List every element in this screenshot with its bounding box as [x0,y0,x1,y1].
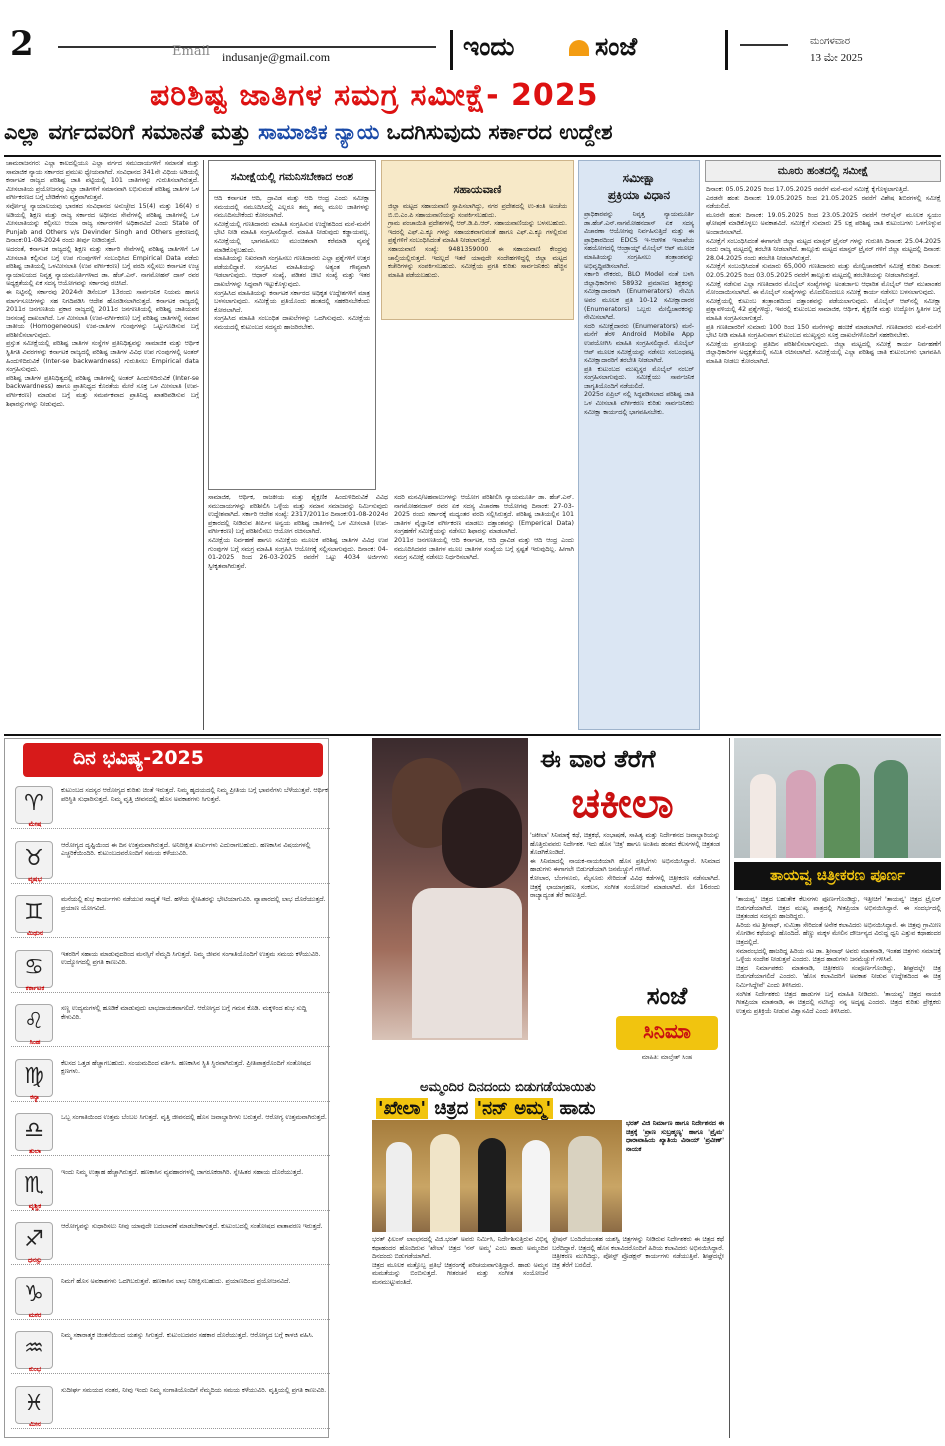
guest-3-figure [824,764,860,858]
middle-body-text: ಸಾಮಾಜಿಕ, ಆರ್ಥಿಕ, ರಾಜಕೀಯ ಮತ್ತು ಶೈಕ್ಷಣಿಕ ಹಿಂದುಳಿದಿರುವಿಕೆ ವಿವಿಧ ಸಮುದಾಯಗಳನ್ನು ಪರಿಶೀಲಿಸಿ ಒಳ್ಳೆಯ ಮತ್ತು ಸಮಾನ ಸಮಾಜವನ್ನು ನಿರ್ಮಿಸುವುದು ಉದ್ದೇಶವಾಗಿದೆ. ಸರ್ಕಾರಿ ಆದೇಶ ಸಂಖ್ಯೆ: 2317/2011ರ ದಿನಾಂಕ:01-08-2024ರ ಪ್ರಕಾರದಲ್ಲಿ ನೀಡಿರುವ ತೀರ್ಪಿನ ಅನ್ವಯ ಪರಿಶಿಷ್ಟ ಜಾತಿಗಳಲ್ಲಿ ಒಳ ಮೀಸಲಾತಿ (ಉಪ-ವರ್ಗೀಕರಣ) ಬಗ್ಗೆ ಪರಿಶೀಲಿಸಲು ಆಯೋಗ ರಚಿಸಲಾಗಿದೆ. ಸಮೀಕ್ಷೆಯ ನಿರ್ವಹಣೆ ಹಾಗೂ ಸಮೀಕ್ಷೆಯ ಮೂಲಕ ಪರಿಶಿಷ್ಟ ಜಾತಿಗಳ ವಿವಿಧ ಉಪ ಗುಂಪುಗಳ ಬಗ್ಗೆ ಸಮಗ್ರ ಮಾಹಿತಿ ಸಂಗ್ರಹಿಸಿ ಆಯೋಗಕ್ಕೆ ಸಲ್ಲಿಸಲಾಗುವುದು. ದಿನಾಂಕ: 04-01-2025 ರಿಂದ 26-03-2025 ರವರೆಗೆ ಒಟ್ಟು 4034 ಅರ್ಜಿಗಳು ಸ್ವೀಕೃತವಾಗಿರುತ್ತವೆ. ಸದರಿ ಮನವಿ/ಅಹವಾಲುಗಳನ್ನು ಆಯೋಗ ಪರಿಶೀಲಿಸಿ ನ್ಯಾಯಮೂರ್ತಿ ಡಾ. ಹೆಚ್.ಎನ್. ನಾಗಮೋಹನದಾಸ್ ರವರ ಏಕ ಸದಸ್ಯ ವಿಚಾರಣಾ ಆಯೋಗವು ದಿನಾಂಕ: 27-03-2025 ರಂದು ಸರ್ಕಾರಕ್ಕೆ ಮಧ್ಯಂತರ ವರದಿ ಸಲ್ಲಿಸಿರುತ್ತದೆ. ಪರಿಶಿಷ್ಟ ಜಾತಿಯಲ್ಲಿನ 101 ಜಾತಿಗಳ ವೈಜ್ಞಾನಿಕ ವರ್ಗೀಕರಣ ಮಾಡಲು ದತ್ತಾಂಶವನ್ನು (Emperical Data) ಸಂಗ್ರಹಣೆಗೆ ಸಮೀಕ್ಷೆಯನ್ನು ನಡೆಸಲು ಶಿಫಾರಸ್ಸು ಮಾಡಲಾಗಿದೆ. 2011ರ ಜನಗಣತಿಯಲ್ಲಿ ಆದಿ ಕರ್ನಾಟಕ, ಆದಿ ದ್ರಾವಿಡ ಮತ್ತು ಆದಿ ಆಂಧ್ರ ಎಂದು ನಮೂದಿಸಿದವರ ಜಾತಿಗಳ ಮೂಲ ಜಾತಿಗಳ ಸಂಖ್ಯೆಯ ಬಗ್ಗೆ ಸ್ಪಷ್ಟತೆ ಇರುವುದಿಲ್ಲ. ಹೀಗಾಗಿ ಸಮಗ್ರ ಸಮೀಕ್ಷೆ ನಡೆಸಲು ನಿರ್ಧರಿಸಲಾಗಿದೆ. [208,494,574,570]
film-name-khela: 'ಖೇಲಾ' [378,1098,427,1119]
brand-top: ಸಂಜೆ [646,982,688,1010]
person-1-figure [386,1142,412,1232]
three-phase-title-box [705,160,941,182]
zodiac-row [11,1328,330,1374]
subhead-highlight: ಸಾಮಾಜಿಕ ನ್ಯಾಯ [258,120,380,144]
zodiac-name: ಧನಸ್ಸು [28,1256,42,1264]
zodiac-row [11,1274,330,1320]
process-box [578,160,700,730]
zodiac-row [11,1383,330,1429]
masthead-left: ಇಂದು [463,32,515,61]
zodiac-name: ವೃಶ್ಚಿಕ [28,1201,42,1210]
thayavva-heading: ತಾಯವ್ವ ಚಿತ್ರೀಕರಣ ಪೂರ್ಣ [734,862,941,890]
guest-4-figure [874,760,908,858]
zodiac-glyph: ♎ [24,1118,44,1143]
zodiac-text: ಆರೋಗ್ಯವನ್ನು ಸುಧಾರಿಸಲು ನೀವು ಯಾವುದೇ ಬದಲಾವಣೆ ಮಾಡಬೇಕಾಗುತ್ತದೆ. ಕುಟುಂಬದಲ್ಲಿ ಸಂತೋಷದ ವಾತಾವರಣ ಇರುತ್ತದೆ. [61,1222,323,1230]
zodiac-sign-icon [15,950,53,988]
zodiac-glyph: ♓ [24,1390,44,1416]
zodiac-row [11,838,330,884]
chakeela-poster-photo [372,738,528,1040]
zodiac-glyph: ♏ [24,1172,44,1198]
zodiac-name: ಮಕರ [28,1310,42,1319]
actress-figure [442,788,522,888]
zodiac-row [11,1110,330,1156]
zodiac-row [11,1165,330,1211]
chakeela-credits [372,1042,604,1076]
mother-headline [376,1098,596,1119]
khela-column-2: ಸ್ಟೇಷನ್ ಬಂದಿದೆಯಂತಹ ಯಶಸ್ವಿ ಚಿತ್ರಗಳನ್ನು ನೀಡಿರುವ ನಿರ್ದೇಶಕರು ಈ ಚಿತ್ರದ ಕಥೆ ಬರೆದಿದ್ದಾರೆ. ಚಿತ್ರದಲ್ಲಿ ಹೊಸ ಕಲಾವಿದರೊಂದಿಗೆ ಹಿರಿಯ ಕಲಾವಿದರು ಅಭಿನಯಿಸಿದ್ದಾರೆ. ಚಿತ್ರೀಕರಣ ಮುಗಿದಿದ್ದು, ಪೋಸ್ಟ್ ಪ್ರೊಡಕ್ಷನ್ ಕಾರ್ಯಗಳು ನಡೆಯುತ್ತಿವೆ. ಶೀಘ್ರದಲ್ಲೇ ಚಿತ್ರ ತೆರೆಗೆ ಬರಲಿದೆ. [552,1236,724,1269]
zodiac-text: ಕುಟುಂಬದ ಸದಸ್ಯರ ಆರೋಗ್ಯದ ಕುರಿತು ಚಿಂತೆ ಇರುತ್ತದೆ. ನಿಮ್ಮ ಹೃದಯದಲ್ಲಿ ನಿಮ್ಮ ಪ್ರೀತಿಯ ಬಗ್ಗೆ ಭಾವನೆಗಳು ಬೆಳೆಯುತ್ತವೆ. ಆರ್ಥಿಕ ಪರಿಸ್ಥಿತಿ ಸುಧಾರಿಸುತ್ತದೆ. ನಿಮ್ಮ ವೃತ್ತಿ ಜೀವನದಲ್ಲಿ ಹೊಸ ಅವಕಾಶಗಳು ಸಿಗುತ್ತವೆ. [61,786,328,803]
zodiac-sign-icon [15,841,53,879]
zodiac-sign-icon [15,1113,53,1151]
zodiac-name: ಸಿಂಹ [29,1038,41,1046]
zodiac-row [11,947,330,993]
zodiac-sign-icon [15,895,53,933]
zodiac-glyph: ♊ [24,900,44,925]
sanje-cinema-badge [612,982,722,1082]
zodiac-text: ಇಂದು ನಿಮ್ಮ ಉತ್ಸಾಹ ಹೆಚ್ಚಾಗಿರುತ್ತದೆ. ಹಣಕಾಸಿನ ವ್ಯವಹಾರಗಳಲ್ಲಿ ಜಾಗರೂಕರಾಗಿರಿ. ಸ್ನೇಹಿತರ ಸಹಾಯ ದೊರೆಯುತ್ತದೆ. [61,1167,304,1176]
guest-1-figure [750,774,776,858]
zodiac-sign-icon [15,1004,53,1042]
zodiac-text: ಆರೋಗ್ಯದ ದೃಷ್ಟಿಯಿಂದ ಈ ದಿನ ಉತ್ತಮವಾಗಿರುತ್ತದೆ. ಅನಿರೀಕ್ಷಿತ ಖರ್ಚುಗಳು ಎದುರಾಗಬಹುದು. ಹಣಕಾಸಿನ ವಿಷಯಗಳಲ್ಲಿ ಎಚ್ಚರಿಕೆಯಿಂದಿರಿ. ಕುಟುಂಬದವರೊಂದಿಗೆ ಸಮಯ ಕಳೆಯುವಿರಿ. [61,840,311,858]
helpline-box-title: ಸಹಾಯವಾಣಿ [453,183,502,196]
lead-body-column: ಚಾಮರಾಜನಗರ: ಎಲ್ಲಾ ಕಾಲದಲ್ಲಿಯೂ ಎಲ್ಲಾ ವರ್ಗದ ಸಮುದಾಯಗಳಿಗೆ ಸಮಾನತೆ ಮತ್ತು ಸಾಮಾಜಿಕ ನ್ಯಾಯ ಸರ್ಕಾರದ ಪ್ರಮುಖ ಧ್ಯೇಯವಾಗಿದೆ. ಸಂವಿಧಾನದ 341ನೇ ವಿಧಿಯ ಅಡಿಯಲ್ಲಿ ಕರ್ನಾಟಕ ರಾಜ್ಯದ ಪರಿಶಿಷ್ಟ ಜಾತಿ ಪಟ್ಟಿಯಲ್ಲಿ 101 ಜಾತಿಗಳನ್ನು ಗುರುತಿಸಲಾಗಿರುತ್ತದೆ. ಮೀಸಲಾತಿಯ ಪ್ರಯೋಜನವು ಎಲ್ಲಾ ಜಾತಿಗಳಿಗೆ ಸಮಾನವಾಗಿ ಲಭಿಸುವಂತೆ ಪರಿಶಿಷ್ಟ ಜಾತಿಗಳ ಒಳ ವರ್ಗೀಕರಣದ ಬಗ್ಗೆ ಬೇಡಿಕೆಗಳು ವ್ಯಕ್ತವಾಗಿರುತ್ತವೆ. ಸರ್ವೋಚ್ಚ ನ್ಯಾಯಾಲಯವು ಭಾರತದ ಸಂವಿಧಾನದ ಅನುಚ್ಛೇದ 15(4) ಮತ್ತು 16(4) ರ ಅಡಿಯಲ್ಲಿ ಶಿಕ್ಷಣ ಮತ್ತು ರಾಜ್ಯ ಸರ್ಕಾರದ ಅಧೀನದ ಸೇವೆಗಳಲ್ಲಿ ಪರಿಶಿಷ್ಟ ಜಾತಿಗಳಲ್ಲಿ ಒಳ ಮೀಸಲಾತಿಯನ್ನು ಕಲ್ಪಿಸಲು ಆಯಾ ರಾಜ್ಯ ಸರ್ಕಾರಗಳಿಗೆ ಅಧಿಕಾರವಿದೆ ಎಂದು State of Punjab and Others v/s Devinder Singh and Others ಪ್ರಕರಣದಲ್ಲಿ ದಿನಾಂಕ:01-08-2024 ರಂದು ತೀರ್ಪು ನೀಡಿರುತ್ತದೆ. ಅದರಂತೆ, ಕರ್ನಾಟಕ ರಾಜ್ಯದಲ್ಲಿ ಶಿಕ್ಷಣ ಮತ್ತು ಸರ್ಕಾರಿ ಸೇವೆಗಳಲ್ಲಿ ಪರಿಶಿಷ್ಟ ಜಾತಿಗಳಿಗೆ ಒಳ ಮೀಸಲಾತಿ ಕಲ್ಪಿಸುವ ಬಗ್ಗೆ ಉಪ ಗುಂಪುಗಳಿಗೆ ಸಂಬಂಧಿಸಿದ Empirical Data ಪಡೆದು ಪರಿಶಿಷ್ಟ ಜಾತಿಯಲ್ಲಿ ಒಳಮೀಸಲಾತಿ (ಉಪ ವರ್ಗೀಕರಣ) ಬಗ್ಗೆ ವರದಿ ಸಲ್ಲಿಸಲು ಕರ್ನಾಟಕ ಉಚ್ಛ ನ್ಯಾಯಾಲಯದ ನಿವೃತ್ತ ನ್ಯಾಯಮೂರ್ತಿಗಳಾದ ಡಾ. ಹೆಚ್.ಎನ್. ನಾಗಮೋಹನ್ ದಾಸ್ ರವರ ಅಧ್ಯಕ್ಷತೆಯಲ್ಲಿ ಏಕ ಸದಸ್ಯ ಆಯೋಗವನ್ನು ಸರ್ಕಾರವು ರಚಿಸಿದೆ. ಈ ನಿಟ್ಟಿನಲ್ಲಿ ಸರ್ಕಾರವು 2024ನೇ ಡಿಸೆಂಬರ್ 13ರಂದು ಸಾರ್ವಜನಿಕ ನಿಯಮ ಹಾಗೂ ಮಾರ್ಗಸೂಚಿಗಳನ್ನು ಸಹ ನಿಗದಿಪಡಿಸಿ ಆದೇಶ ಹೊರಡಿಸಲಾಗಿರುತ್ತದೆ. ಕರ್ನಾಟಕ ರಾಜ್ಯದಲ್ಲಿ 2011ರ ಜನಗಣತಿಯ ಪ್ರಕಾರ ರಾಜ್ಯದಲ್ಲಿ 2011ರ ಜನಗಣತಿಯಲ್ಲಿ ಪರಿಶಿಷ್ಟ ಜಾತಿಯವರ ಜನಸಂಖ್ಯೆ ದಾಖಲಾಗಿದೆ. ಒಳ ಮೀಸಲಾತಿ (ಉಪ-ವರ್ಗೀಕರಣ) ಬಗ್ಗೆ ಪರಿಶಿಷ್ಟ ಜಾತಿಗಳಲ್ಲಿ ಸಮಾನ ಜಾತೀಯ (Homogeneous) ಉಪ-ಜಾತಿಗಳ ಗುಂಪುಗಳನ್ನು ಒಟ್ಟುಗೂಡಿಸುವ ಬಗ್ಗೆ ಪರಿಶೀಲಿಸಲಾಗುವುದು. ಪ್ರಸ್ತುತ ಸಮೀಕ್ಷೆಯಲ್ಲಿ ಪರಿಶಿಷ್ಟ ಜಾತಿಗಳ ಸಂಸ್ಥೆಗಳ ಪ್ರತಿನಿಧಿತ್ವವನ್ನು ಸಾಮಾಜಿಕ ಮತ್ತು ಆರ್ಥಿಕ ಸ್ಥಿತಿಗತಿ ವಿವರಗಳನ್ನು ಕರ್ನಾಟಕ ರಾಜ್ಯದಲ್ಲಿ ಪರಿಶಿಷ್ಟ ಜಾತಿಗಳ ವಿವಿಧ ಉಪ ಗುಂಪುಗಳಲ್ಲಿ ಅಂತರ್ ಹಿಂದುಳಿದಿರುವಿಕೆ (Inter-se backwardness) ಗುರುತಿಸಲು Empirical data ಸಂಗ್ರಹಿಸುವುದು. ಪರಿಶಿಷ್ಟ ಜಾತಿಗಳ ಪ್ರತಿನಿಧಿತ್ವದಲ್ಲಿ ಪರಿಶಿಷ್ಟ ಜಾತಿಗಳಲ್ಲಿ ಅಂತರ್ ಹಿಂದುಳಿದಿರುವಿಕೆ (Inter-se backwardness) ಹಾಗೂ ಪ್ರಾತಿನಿಧ್ಯದ ಕೊರತೆಯ ಮೇರೆ ಸೂಕ್ತ ಒಳ ಮೀಸಲಾತಿ (ಉಪ-ವರ್ಗೀಕರಣ) ಮಾಡುವ ಬಗ್ಗೆ ಮತ್ತು ಸಮರ್ಪಕವಾದ ಪ್ರಾತಿನಿಧ್ಯ ಖಾತರಿಪಡಿಸುವ ಬಗ್ಗೆ ಶಿಫಾರಸ್ಸುಗಳನ್ನು ನೀಡುವುದು. [6,160,199,408]
zodiac-sign-icon [15,1222,53,1260]
zodiac-row [11,1056,330,1102]
zodiac-name: ಮಿಥುನ [26,929,44,937]
zodiac-name: ಕರ್ಕಾಟಕ [25,983,45,992]
zodiac-name: ಮೇಷ [28,820,42,828]
release-heading: ಈ ವಾರ ತೆರೆಗೆ [540,745,656,773]
sun-logo-icon [569,40,589,56]
khela-column-1: ಭರತ್ ಫಿಲಂಸ್ ಲಾಂಛನದಲ್ಲಿ ವಿಜಿ.ಭರತ್ ಅವರು ನಿರ್ಮಿಸಿ, ನಿರ್ದೇಶಿಸುತ್ತಿರುವ ವಿಭಿನ್ನ ಕಥಾಹಂದರ ಹೊಂದಿರುವ 'ಖೇಲಾ' ಚಿತ್ರದ 'ನನ್ ಅಮ್ಮ' ಎಂಬ ಹಾಡು ಅಮ್ಮಂದಿರ ದಿನದಂದು ಬಿಡುಗಡೆಯಾಗಿದೆ. ಚಿತ್ರದ ಮೂಲಕ ಮತ್ತೊಬ್ಬ ಪ್ರತಿಭೆ ಚಿತ್ರರಂಗಕ್ಕೆ ಪರಿಚಯವಾಗುತ್ತಿದ್ದಾರೆ. ಹಾಡು ಅಮ್ಮನ ಮಮತೆಯನ್ನು ಬಿಂಬಿಸುತ್ತದೆ. ಗೀತರಚನೆ ಮತ್ತು ಸಂಗೀತ ಸಂಯೋಜನೆ ಮನಮುಟ್ಟುವಂತಿದೆ. [372,1236,548,1286]
masthead-right: ಸಂಜೆ [595,32,638,61]
lead-headline: ಪರಿಶಿಷ್ಟ ಜಾತಿಗಳ ಸಮಗ್ರ ಸಮೀಕ್ಷೆ- 2025 [150,78,599,113]
khela-photo-caption: ಭರತ್ ವಿಜಿ ನಿರ್ಮಾಣ ಹಾಗೂ ನಿರ್ದೇಶನದ ಈ ಚಿತ್ರಕ್ಕೆ 'ಪ್ರಾಣ ಸುಬ್ರಹ್ಮಣ್ಯ' ಹಾಗೂ 'ಪ್ರೈಮ' ಧಾರಾವಾಹಿಯ ಖ್ಯಾತಿಯ ವಿನಾಯ್ 'ಪ್ರವೀಣ್' ನಾಯಕ [626,1120,727,1153]
person-5-figure [568,1136,602,1232]
zodiac-name: ವೃಷಭ [28,874,42,883]
observe-box-text: ಆದಿ ಕರ್ನಾಟಕ ಆದಿ, ದ್ರಾವಿಡ ಮತ್ತು ಆದಿ ಆಂಧ್ರ ಎಂದು ಸಮೀಕ್ಷಾ ಸಮಯದಲ್ಲಿ ನಮೂದಿಸಿದಲ್ಲಿ ಎಲ್ಲರೂ ತಮ್ಮ ತಮ್ಮ ಮೂಲ ಜಾತಿಗಳನ್ನು ನಮೂದಿಸಬೇಕೆಂದು ಕೋರಲಾಗಿದೆ. ಸಮೀಕ್ಷೆಯಲ್ಲಿ ಗಣತಿದಾರರು ಮಾಹಿತಿ ಸಂಗ್ರಹಿಸುವ ಉದ್ದೇಶದಿಂದ ಮನೆ-ಮನೆಗೆ ಭೇಟಿ ನೀಡಿ ಮಾಹಿತಿ ಸಂಗ್ರಹಿಸಲಿದ್ದಾರೆ. ಮಾಹಿತಿ ನೀಡುವುದು ಕಡ್ಡಾಯವಲ್ಲ. ಸಮೀಕ್ಷೆಯಲ್ಲಿ ಭಾಗವಹಿಸಲು ಮುಂಚಿತವಾಗಿ ಕರೆಮಾಡಿ ವ್ಯವಸ್ಥೆ ಮಾಡಿಕೊಳ್ಳಬಹುದು. ಮಾಹಿತಿಯನ್ನು ನಿಖರವಾಗಿ ಸಂಗ್ರಹಿಸಲು ಗಣತಿದಾರರು ಎಲ್ಲಾ ಪ್ರಶ್ನೆಗಳಿಗೆ ಉತ್ತರ ಪಡೆಯಲಿದ್ದಾರೆ. ಸಂಗ್ರಹಿಸಿದ ಮಾಹಿತಿಯನ್ನು ಅತ್ಯಂತ ಗೌಪ್ಯವಾಗಿ ಇಡಲಾಗುವುದು. ಆಧಾರ್ ಸಂಖ್ಯೆ, ಪಡಿತರ ಚೀಟಿ ಸಂಖ್ಯೆ ಮತ್ತು ಇತರ ದಾಖಲೆಗಳನ್ನು ಸಿದ್ಧವಾಗಿ ಇಟ್ಟುಕೊಳ್ಳುವುದು. ಸಂಗ್ರಹಿಸಿದ ಮಾಹಿತಿಯನ್ನು ಕರ್ನಾಟಕ ಸರ್ಕಾರದ ಅಧಿಕೃತ ಉದ್ದೇಶಗಳಿಗೆ ಮಾತ್ರ ಬಳಸಲಾಗುವುದು. ಸಮೀಕ್ಷೆಯ ಪ್ರತಿಯೊಂದು ಹಂತದಲ್ಲಿ ಸಹಕರಿಸಬೇಕೆಂದು ಕೋರಲಾಗಿದೆ. ಸಂಗ್ರಹಿಸಿದ ಮಾಹಿತಿ ಸಂಬಂಧಿತ ದಾಖಲೆಗಳನ್ನು ಒದಗಿಸುವುದು. ಸಮೀಕ್ಷೆಯ ಸಮಯದಲ್ಲಿ ಕುಟುಂಬದ ಸದಸ್ಯರು ಹಾಜರಿರಬೇಕು. [214,195,370,331]
thayavva-text: 'ತಾಯವ್ವ' ಚಿತ್ರದ ಬಹುತೇಕ ಕೆಲಸಗಳು ಪೂರ್ಣಗೊಂಡಿದ್ದು, ಇತ್ತೀಚಿಗೆ 'ತಾಯವ್ವ' ಚಿತ್ರದ ಟ್ರೈಲರ್ ಬಿಡುಗಡೆಯಾಗಿದೆ. ಚಿತ್ರದ ಮುಖ್ಯ ಪಾತ್ರದಲ್ಲಿ ಗೀತಪ್ರಿಯಾ ಅಭಿನಯಿಸಿದ್ದಾರೆ. ಈ ಸಂದರ್ಭದಲ್ಲಿ ಚಿತ್ರತಂಡದ ಸದಸ್ಯರು ಹಾಜರಿದ್ದರು. ಹಿರಿಯ ನಟ ಶ್ರೀನಾಥ್, ಸುಮಿತ್ರಾ ಸೇರಿದಂತೆ ಅನೇಕ ಕಲಾವಿದರು ಅಭಿನಯಿಸಿದ್ದಾರೆ. ಈ ಚಿತ್ರವು ಗ್ರಾಮೀಣ ಸೊಗಡಿನ ಕಥೆಯನ್ನು ಹೊಂದಿದೆ. ಹೆಣ್ಣು ಮಕ್ಕಳ ಮೇಲಿನ ದೌರ್ಜನ್ಯದ ವಿರುದ್ಧ ಧ್ವನಿ ಎತ್ತುವ ಕಥಾಹಂದರ ಚಿತ್ರದಲ್ಲಿದೆ. ಸಮಾರಂಭದಲ್ಲಿ ಹಾಜರಿದ್ದ ಹಿರಿಯ ನಟ ಡಾ. ಶ್ರೀನಾಥ್ ಅವರು ಮಾತನಾಡಿ, ಇಂತಹ ಚಿತ್ರಗಳು ಸಮಾಜಕ್ಕೆ ಒಳ್ಳೆಯ ಸಂದೇಶ ನೀಡುತ್ತವೆ ಎಂದರು. ಚಿತ್ರದ ಹಾಡುಗಳು ಜನಮೆಚ್ಚುಗೆ ಗಳಿಸಿವೆ. ಚಿತ್ರದ ನಿರ್ಮಾಪಕರು ಮಾತನಾಡಿ, ಚಿತ್ರೀಕರಣ ಸಂಪೂರ್ಣಗೊಂಡಿದ್ದು, ಶೀಘ್ರದಲ್ಲೇ ಚಿತ್ರ ಬಿಡುಗಡೆಯಾಗಲಿದೆ ಎಂದರು. 'ಹೊಸ ಕಲಾವಿದರಿಗೆ ಅವಕಾಶ ನೀಡುವ ಉದ್ದೇಶದಿಂದ ಈ ಚಿತ್ರ ನಿರ್ಮಿಸಿದ್ದೇವೆ' ಎಂದು ತಿಳಿಸಿದರು. ಸಂಗೀತ ನಿರ್ದೇಶಕರು ಚಿತ್ರದ ಹಾಡುಗಳ ಬಗ್ಗೆ ಮಾಹಿತಿ ನೀಡಿದರು. 'ತಾಯವ್ವ' ಚಿತ್ರದ ನಾಯಕಿ ಗೀತಪ್ರಿಯಾ ಮಾತನಾಡಿ, ಈ ಚಿತ್ರದಲ್ಲಿ ನಟಿಸಿದ್ದು ನನ್ನ ಅದೃಷ್ಟ ಎಂದರು. ಚಿತ್ರದ ಕುರಿತು ಪ್ರೇಕ್ಷಕರು ಉತ್ತಮ ಪ್ರತಿಕ್ರಿಯೆ ನೀಡುವ ವಿಶ್ವಾಸವಿದೆ ಎಂದು ತಿಳಿಸಿದರು. [736,896,941,1015]
zodiac-text: ಇತರರಿಗೆ ಸಹಾಯ ಮಾಡುವುದರಿಂದ ಮನಸ್ಸಿಗೆ ನೆಮ್ಮದಿ ಸಿಗುತ್ತದೆ. ನಿಮ್ಮ ಜೀವನ ಸಂಗಾತಿಯೊಂದಿಗೆ ಉತ್ತಮ ಸಮಯ ಕಳೆಯುವಿರಿ. ಉದ್ಯೋಗದಲ್ಲಿ ಪ್ರಗತಿ ಕಾಣುವಿರಿ. [61,949,321,967]
zodiac-glyph: ♈ [24,791,44,816]
zodiac-text: ಒಬ್ಬ ಸಂಗಾತಿಯಿಂದ ಉತ್ತಮ ಬೆಂಬಲ ಸಿಗುತ್ತದೆ. ವೃತ್ತಿ ಜೀವನದಲ್ಲಿ ಹೊಸ ಜವಾಬ್ದಾರಿಗಳು ಬರುತ್ತವೆ. ಆರೋಗ್ಯ ಉತ್ತಮವಾಗಿರುತ್ತದೆ. [61,1113,327,1121]
process-box-title-line1: ಸಮೀಕ್ಷಾ [622,171,656,185]
zodiac-text: ಮನೆಯಲ್ಲಿ ಶುಭ ಕಾರ್ಯಗಳು ನಡೆಯುವ ಸಾಧ್ಯತೆ ಇದೆ. ಹಳೆಯ ಸ್ನೇಹಿತರನ್ನು ಭೇಟಿಯಾಗುವಿರಿ. ವ್ಯಾಪಾರದಲ್ಲಿ ಲಾಭ ದೊರೆಯುತ್ತದೆ. ಪ್ರಯಾಣ ಯೋಗವಿದೆ. [61,895,326,912]
brand-caption: ಮಾಹಿತಿ: ಮಾಲ್ತೇಶ್ ಸಿಂಹ [641,1054,693,1061]
page-number: 2 [10,24,34,64]
masthead [450,30,728,70]
three-phase-title: ಮೂರು ಹಂತದಲ್ಲಿ ಸಮೀಕ್ಷೆ [777,165,869,177]
person-4-figure [522,1140,550,1232]
zodiac-glyph: ♋ [24,954,44,980]
zodiac-sign-icon [15,1386,53,1424]
process-box-title-line2: ಪ್ರಕ್ರಿಯಾ ವಿಧಾನ [607,188,670,202]
zodiac-glyph: ♐ [24,1227,44,1252]
three-phase-text: ದಿನಾಂಕ: 05.05.2025 ರಿಂದ 17.05.2025 ರವರೆಗೆ ಮನೆ-ಮನೆ ಸಮೀಕ್ಷೆ ಕೈಗೊಳ್ಳಲಾಗುತ್ತಿದೆ. ಎರಡನೇ ಹಂತ: ದಿನಾಂಕ: 19.05.2025 ರಿಂದ 21.05.2025 ರವರೆಗೆ ವಿಶೇಷ ಶಿಬಿರಗಳಲ್ಲಿ ಸಮೀಕ್ಷೆ ನಡೆಯಲಿದೆ. ಮೂರನೇ ಹಂತ: ದಿನಾಂಕ: 19.05.2025 ರಿಂದ 23.05.2025 ರವರೆಗೆ ಆನ್‌ಲೈನ್ ಮೂಲಕ ಸ್ವಯಂ ಘೋಷಣೆ ಮಾಡಿಕೊಳ್ಳಲು ಅವಕಾಶವಿದೆ. ಸಮೀಕ್ಷೆಗೆ ಸುಮಾರು 25 ಲಕ್ಷ ಪರಿಶಿಷ್ಟ ಜಾತಿ ಕುಟುಂಬಗಳು ಒಳಗೊಳ್ಳುವ ಅಂದಾಜಿಸಲಾಗಿದೆ. ಸಮೀಕ್ಷೆಗೆ ಸಂಬಂಧಿಸಿದಂತೆ ಈಗಾಗಲೇ ಜಿಲ್ಲಾ ಮಟ್ಟದ ಮಾಸ್ಟರ್ ಟ್ರೈನರ್ ಗಳನ್ನು ಗುರುತಿಸಿ ದಿನಾಂಕ: 25.04.2025 ರಂದು ರಾಜ್ಯ ಮಟ್ಟದಲ್ಲಿ ತರಬೇತಿ ನೀಡಲಾಗಿದೆ. ತಾಲ್ಲೂಕು ಮಟ್ಟದ ಮಾಸ್ಟರ್ ಟ್ರೈನರ್ ಗಳಿಗೆ ಜಿಲ್ಲಾ ಮಟ್ಟದಲ್ಲಿ ದಿನಾಂಕ: 28.04.2025 ರಂದು ತರಬೇತಿ ನೀಡಲಾಗಿರುತ್ತದೆ. ಸಮೀಕ್ಷೆಗೆ ಸಂಬಂಧಿಸಿದಂತೆ ಸುಮಾರು 65,000 ಗಣತಿದಾರರು ಮತ್ತು ಮೇಲ್ವಿಚಾರಕರಿಗೆ ಸಮೀಕ್ಷೆ ಕುರಿತು ದಿನಾಂಕ: 02.05.2025 ರಿಂದ 03.05.2025 ರವರೆಗೆ ತಾಲ್ಲೂಕು ಮಟ್ಟದಲ್ಲಿ ತರಬೇತಿಯನ್ನು ನೀಡಲಾಗಿರುತ್ತದೆ. ಸಮೀಕ್ಷೆ ನಡೆಸುವ ಎಲ್ಲಾ ಗಣತಿದಾರರ ಮೊಬೈಲ್ ಸಂಖ್ಯೆಗಳನ್ನು ಅಂತರ್ಜಾಲ ಆಧಾರಿತ ಮೊಬೈಲ್ ಆಪ್ ಮುಖಾಂತರ ನೋಂದಾಯಿಸಲಾಗಿದೆ. ಈ ಮೊಬೈಲ್ ಸಂಖ್ಯೆಗಳನ್ನು ಮೊದಲಿನಿಂದಲೂ ಸಮೀಕ್ಷೆ ಕಾರ್ಯ ನಡೆಸಲು ಬಳಸಲಾಗುವುದು. ಸಮೀಕ್ಷೆಯಲ್ಲಿ ಕುಟುಂಬ ತಂತ್ರಾಂಶದಿಂದ ದತ್ತಾಂಶವನ್ನು ಪಡೆಯಲಾಗುವುದು. ಮೊಬೈಲ್ ಆಪ್‌ನಲ್ಲಿ ಸಮೀಕ್ಷಾ ಪ್ರಶ್ನಾವಳಿಯಲ್ಲಿ 42 ಪ್ರಶ್ನೆಗಳಿದ್ದು, ಇವರಲ್ಲಿ ಕುಟುಂಬದ ಸಾಮಾಜಿಕ, ಆರ್ಥಿಕ, ಶೈಕ್ಷಣಿಕ ಮತ್ತು ಉದ್ಯೋಗ ಸ್ಥಿತಿಗಳ ಬಗ್ಗೆ ಮಾಹಿತಿ ಸಂಗ್ರಹಿಸಲಾಗುತ್ತದೆ. ಪ್ರತಿ ಗಣತಿದಾರರಿಗೆ ಸುಮಾರು 100 ರಿಂದ 150 ಮನೆಗಳನ್ನು ಹಂಚಿಕೆ ಮಾಡಲಾಗಿದೆ. ಗಣತಿದಾರರು ಮನೆ-ಮನೆಗೆ ಭೇಟಿ ನೀಡಿ ಮಾಹಿತಿ ಸಂಗ್ರಹಿಸುವಾಗ ಕುಟುಂಬದ ಮುಖ್ಯಸ್ಥರು ಸೂಕ್ತ ದಾಖಲೆಗಳೊಂದಿಗೆ ಸಹಕರಿಸಬೇಕು. ಸಮೀಕ್ಷೆಯ ಪ್ರಗತಿಯನ್ನು ಪ್ರತಿದಿನ ಪರಿಶೀಲಿಸಲಾಗುವುದು. ಜಿಲ್ಲಾ ಮಟ್ಟದಲ್ಲಿ ಸಮೀಕ್ಷೆ ಕಾರ್ಯ ನಿರ್ವಹಣೆಗೆ ಜಿಲ್ಲಾಧಿಕಾರಿಗಳ ಅಧ್ಯಕ್ಷತೆಯಲ್ಲಿ ಸಮಿತಿ ರಚಿಸಲಾಗಿದೆ. ಸಮೀಕ್ಷೆಯಲ್ಲಿ ಎಲ್ಲಾ ಪರಿಶಿಷ್ಟ ಜಾತಿ ಕುಟುಂಬಗಳು ಭಾಗವಹಿಸಿ ಮಾಹಿತಿ ನೀಡಲು ಕೋರಲಾಗಿದೆ. [706,186,941,365]
zodiac-row [11,1001,330,1047]
zodiac-row [11,892,330,938]
subhead-part1: ಎಲ್ಲಾ ವರ್ಗದವರಿಗೆ ಸಮಾನತೆ ಮತ್ತು [4,120,259,144]
helpline-box-text: ಜಿಲ್ಲಾ ಮಟ್ಟದ ಸಹಾಯವಾಣಿ ಸ್ಥಾಪಿಸಲಾಗಿದ್ದು, ನಗರ ಪ್ರದೇಶದಲ್ಲಿ ಉ-ತಂತಿ ಅಂಚೆಯ ಬಿ.ಬಿ.ಎಂ.ಪಿ ಸಹಾಯವಾಣಿಯನ್ನು ಸಂಪರ್ಕಿಸಬಹುದು. ಗ್ರಾಮ ಪಂಚಾಯಿತಿ ಪ್ರದೇಶಗಳಲ್ಲಿ ಆರ್.ಡಿ.ಪಿ.ಆರ್. ಸಹಾಯವಾಣಿಯನ್ನು ಬಳಸಬಹುದು. ಇದರಲ್ಲಿ ಎಫ್.ಎ.ಕ್ಯೂ ಗಳನ್ನು ಸಹಾಯಕವಾಗುವಂತೆ ಹಾಗೂ ಎಫ್.ಎ.ಕ್ಯೂ ಗಳಲ್ಲಿರುವ ಪ್ರಶ್ನೆಗಳಿಗೆ ಸಂಬಂಧಿಸಿದಂತೆ ಮಾಹಿತಿ ನೀಡಲಾಗುತ್ತದೆ. ಸಹಾಯವಾಣಿ ಸಂಖ್ಯೆ: 9481359000 ಈ ಸಹಾಯವಾಣಿ ಕೇಂದ್ರವು ಚಾಲ್ತಿಯಲ್ಲಿರುತ್ತದೆ. ಇದಲ್ಲದೆ ಇತರೆ ಯಾವುದೇ ಸಂದೇಹಗಳಿದ್ದಲ್ಲಿ ಜಿಲ್ಲಾ ಮಟ್ಟದ ಕಚೇರಿಗಳನ್ನು ಸಂಪರ್ಕಿಸಬಹುದು. ಸಮೀಕ್ಷೆಯ ಪ್ರಗತಿ ಕುರಿತು ಸಾರ್ವಜನಿಕರು ಹೆಚ್ಚಿನ ಮಾಹಿತಿ ಪಡೆಯಬಹುದು. [388,203,567,279]
date-rule [740,44,788,46]
zodiac-glyph: ♉ [24,845,44,871]
zodiac-glyph: ♒ [24,1336,44,1361]
lead-subhead [4,120,941,145]
horoscope-section [4,738,329,1438]
zodiac-sign-icon [15,786,53,824]
zodiac-sign-icon [15,1277,53,1315]
horoscope-title: ದಿನ ಭವಿಷ್ಯ-2025 [73,747,204,769]
zodiac-text: ನಿಮ್ಮ ಸಕಾರಾತ್ಮಕ ಚಿಂತನೆಯಿಂದ ಯಶಸ್ಸು ಸಿಗುತ್ತದೆ. ಕುಟುಂಬದವರ ಸಹಕಾರ ದೊರೆಯುತ್ತದೆ. ಆರೋಗ್ಯದ ಬಗ್ಗೆ ಕಾಳಜಿ ವಹಿಸಿ. [61,1331,314,1339]
zodiac-sign-icon [15,1059,53,1097]
email-bar [58,46,436,48]
zodiac-glyph: ♑ [24,1281,44,1307]
zodiac-text: ನಿಮಗೆ ಹೊಸ ಅವಕಾಶಗಳು ಒದಗಿಬರುತ್ತವೆ. ಹಣಕಾಸಿನ ಲಾಭ ನಿರೀಕ್ಷಿಸಬಹುದು. ಪ್ರಯಾಣದಿಂದ ಪ್ರಯೋಜನವಿದೆ. [61,1276,291,1285]
zodiac-glyph: ♌ [24,1009,44,1034]
zodiac-name: ತುಲಾ [28,1147,42,1155]
thayavva-event-photo [734,738,941,858]
brand-bottom: ಸಿನಿಮಾ [643,1019,691,1043]
costume-figure [412,888,522,1038]
brand-bottom-plate [616,1016,718,1050]
zodiac-sign-icon [15,1168,53,1206]
subhead-part2: ಒದಗಿಸುವುದು ಸರ್ಕಾರದ ಉದ್ದೇಶ [379,120,613,144]
email-label: Email [172,44,210,59]
process-box-text: ಪ್ರಾಧಿಕಾರವನ್ನು ನಿವೃತ್ತ ನ್ಯಾಯಮೂರ್ತಿ ಡಾ.ಹೆಚ್.ಎನ್.ನಾಗಮೋಹನದಾಸ್ ಏಕ ಸದಸ್ಯ ವಿಚಾರಣಾ ಆಯೋಗವು ನಿರ್ವಹಿಸುತ್ತಿದೆ ಮತ್ತು ಈ ಪ್ರಾಧಿಕಾರದಿಂದ EDCS ಇ-ಆಡಳಿತ ಇಲಾಖೆಯ ಸಹಯೋಗದಲ್ಲಿ ಆಂಡ್ರಾಯ್ಡ್ ಮೊಬೈಲ್ ಆಪ್ ಮೂಲಕ ಮಾಹಿತಿಯನ್ನು ಸಂಗ್ರಹಿಸಲು ತಂತ್ರಾಂಶವನ್ನು ಅಭಿವೃದ್ಧಿಪಡಿಸಲಾಗಿದೆ. ಸರ್ಕಾರಿ ನೌಕರರು, BLO Model ನಂತೆ ಬಳಸಿ ಜಿಲ್ಲಾಧಿಕಾರಿಗಳು 58932 ಪ್ರಮಾಣದ ಶಿಕ್ಷಕರನ್ನು ಸಮೀಕ್ಷಾದಾರರಾಗಿ (Enumerators) ನೇಮಿಸಿ ಅವರ ಮೂಲಕ ಪ್ರತಿ 10-12 ಸಮೀಕ್ಷಾದಾರರ (Enumerators) ಒಬ್ಬರು ಮೇಲ್ವಿಚಾರಕರನ್ನು ನೇಮಿಸಲಾಗಿದೆ. ಸದರಿ ಸಮೀಕ್ಷೆದಾರರು (Enumerators) ಮನೆ-ಮನೆಗೆ ತೆರಳಿ Android Mobile App ಉಪಯೋಗಿಸಿ ಮಾಹಿತಿ ಸಂಗ್ರಹಿಸಲಿದ್ದಾರೆ. ಮೊಬೈಲ್ ಆಪ್ ಮೂಲಕ ಸಮೀಕ್ಷೆಯನ್ನು ನಡೆಸಲು ಸಂಬಂಧಪಟ್ಟ ಸಮೀಕ್ಷಾದಾರರಿಗೆ ತರಬೇತಿ ನೀಡಲಾಗಿದೆ. ಪ್ರತಿ ಕುಟುಂಬದ ಮುಖ್ಯಸ್ಥರ ಮೊಬೈಲ್ ನಂಬರ್ ಸಂಗ್ರಹಿಸಲಾಗುವುದು. ಸಮೀಕ್ಷೆಯು ಸಾರ್ವಜನಿಕ ಜಾಗೃತಿಯೊಂದಿಗೆ ನಡೆಯಲಿದೆ. 2025ರ ಏಪ್ರಿಲ್ ನಲ್ಲಿ ಸಿದ್ಧಪಡಿಸಲಾದ ಪರಿಶಿಷ್ಟ ಜಾತಿ ಒಳ ಮೀಸಲಾತಿ ವರ್ಗೀಕರಣ ಕುರಿತು ಸಾರ್ವಜನಿಕರು ಸಮೀಕ್ಷಾ ಕಾರ್ಯದಲ್ಲಿ ಭಾಗವಹಿಸಬೇಕು. [584,211,694,416]
zodiac-name: ಕುಂಭ [28,1365,42,1373]
weekday: ಮಂಗಳವಾರ [810,36,851,47]
zodiac-text: ಸುದೀರ್ಘ ಸಮಯದ ನಂತರ, ನೀವು ಇಂದು ನಿಮ್ಮ ಸಂಗಾತಿಯೊಂದಿಗೆ ನೆಮ್ಮದಿಯ ಸಮಯ ಕಳೆಯುವಿರಿ. ವೃತ್ತಿಯಲ್ಲಿ ಪ್ರಗತಿ ಕಾಣುವಿರಿ. [61,1385,327,1394]
guest-2-figure [786,770,816,858]
headline-end: ಹಾಡು [553,1098,596,1119]
chakeela-text: 'ಚಕೀಲಾ' ಸಿನಿಮಾಕ್ಕೆ ಕಥೆ, ಚಿತ್ರಕಥೆ, ಸಂಭಾಷಣೆ, ಸಾಹಿತ್ಯ ಮತ್ತು ನಿರ್ದೇಶನದ ಜವಾಬ್ದಾರಿಯನ್ನು ಹೊತ್ತಿರುವವರು ನಿರ್ದೇಶಕ. ಇದು ಹೊಸ 'ಚಿತ್ರ' ಹಾಗೂ ಅಂತಿಮ ಹಂತದ ಕೆಲಸಗಳಲ್ಲಿ ಚಿತ್ರತಂಡ ತೊಡಗಿಕೊಂಡಿದೆ. ಈ ಸಿನಿಮಾದಲ್ಲಿ ನಾಯಕ-ನಾಯಕಿಯಾಗಿ ಹೊಸ ಪ್ರತಿಭೆಗಳು ಅಭಿನಯಿಸಿದ್ದಾರೆ. ಸಿನಿಮಾದ ಹಾಡುಗಳು ಈಗಾಗಲೇ ಬಿಡುಗಡೆಯಾಗಿ ಜನಮೆಚ್ಚುಗೆ ಗಳಿಸಿವೆ. ಕೋಲಾರ, ಬೆಂಗಳೂರು, ಮೈಸೂರು ಸೇರಿದಂತೆ ವಿವಿಧ ಕಡೆಗಳಲ್ಲಿ ಚಿತ್ರೀಕರಣ ನಡೆಸಲಾಗಿದೆ. ಚಿತ್ರಕ್ಕೆ ಛಾಯಾಗ್ರಹಣ, ಸಂಕಲನ, ಸಂಗೀತ ಸಂಯೋಜನೆ ಮಾಡಲಾಗಿದೆ. ಮೇ 16ರಂದು ರಾಜ್ಯಾದ್ಯಂತ ತೆರೆ ಕಾಣುತ್ತಿದೆ. [530,832,720,900]
helpline-box [381,160,574,320]
mother-kicker: ಅಮ್ಮಂದಿರ ದಿನದಂದು ಬಿಡುಗಡೆಯಾಯಿತು [420,1080,596,1095]
zodiac-row [11,783,330,829]
page-header [0,0,945,74]
zodiac-row [11,1219,330,1265]
zodiac-glyph: ♍ [24,1063,44,1089]
zodiac-text: ಸಣ್ಣ ಉದ್ಯಮಗಳಲ್ಲಿ ಹೂಡಿಕೆ ಮಾಡುವುದು ಲಾಭದಾಯಕವಾಗಲಿದೆ. ಆರೋಗ್ಯದ ಬಗ್ಗೆ ಗಮನ ಕೊಡಿ. ಮಕ್ಕಳಿಂದ ಶುಭ ಸುದ್ದಿ ಕೇಳುವಿರಿ. [61,1004,307,1021]
headline-mid: ಚಿತ್ರದ [428,1098,475,1119]
zodiac-name: ಮೀನ [29,1419,41,1428]
person-2-figure [430,1134,460,1232]
issue-date: 13 ಮೇ 2025 [810,52,863,64]
film-title: ಚಕೀಲಾ [571,778,674,827]
song-name: 'ನನ್ ಅಮ್ಮ' [476,1098,552,1119]
email-address[interactable]: indusanje@gmail.com [222,50,331,64]
khela-team-photo [372,1120,622,1232]
observe-box-title: ಸಮೀಕ್ಷೆಯಲ್ಲಿ ಗಮನಿಸಬೇಕಾದ ಅಂಶ [209,161,375,191]
zodiac-sign-icon [15,1331,53,1369]
person-3-figure [478,1138,506,1232]
zodiac-name: ಕನ್ಯಾ [30,1092,40,1101]
zodiac-text: ಕೆಲಸದ ಒತ್ತಡ ಹೆಚ್ಚಾಗಬಹುದು. ಸಂಯಮದಿಂದ ವರ್ತಿಸಿ. ಹಣಕಾಸಿನ ಸ್ಥಿತಿ ಸ್ಥಿರವಾಗಿರುತ್ತದೆ. ಪ್ರೀತಿಪಾತ್ರರೊಂದಿಗೆ ಸಂತೋಷದ ಕ್ಷಣಗಳು. [61,1058,311,1076]
horoscope-title-bar [23,743,323,777]
